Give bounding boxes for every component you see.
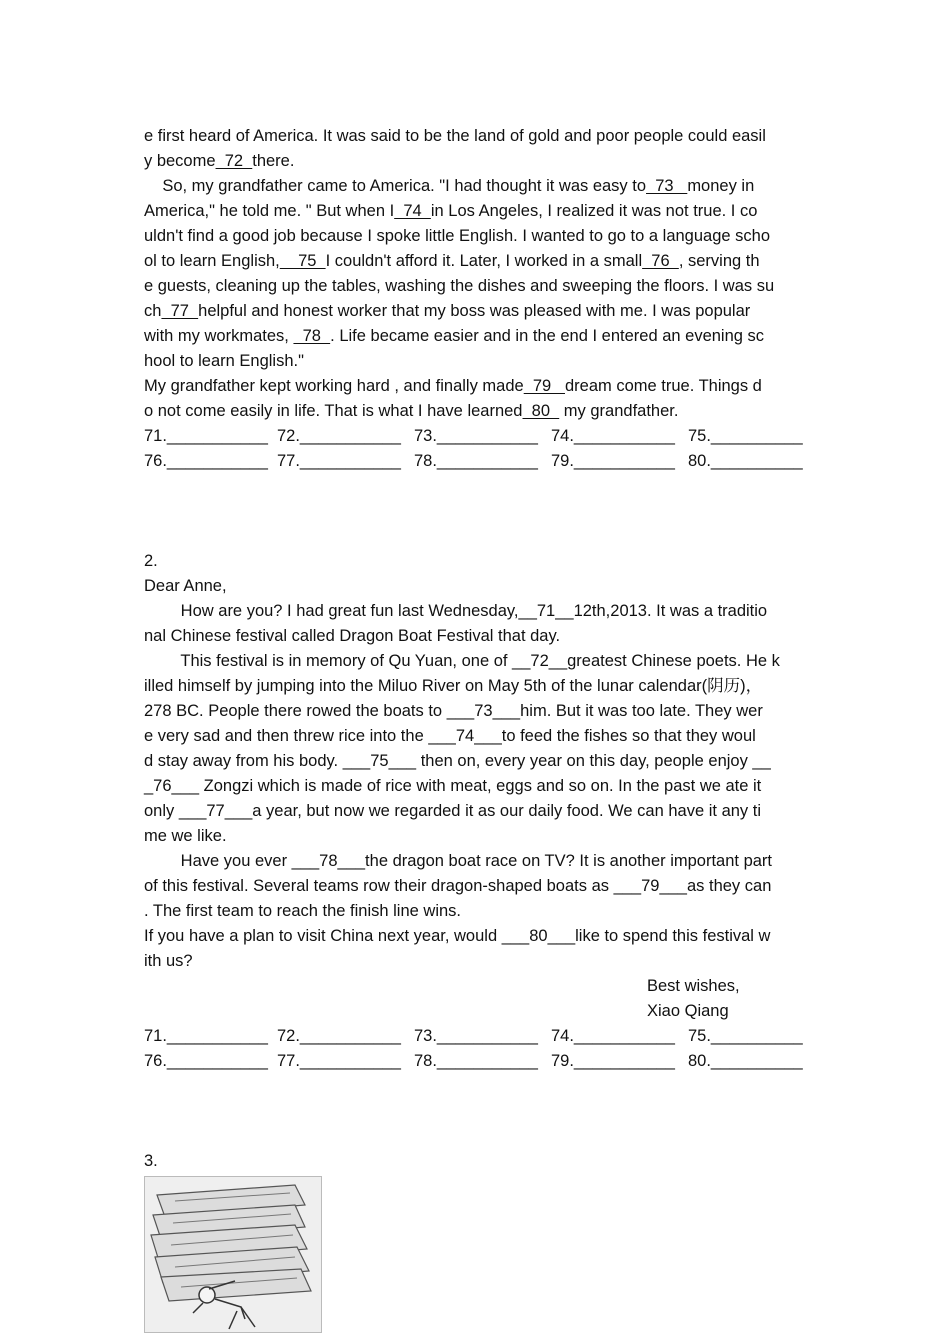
passage-2-line: e very sad and then threw rice into the ___74___to feed the fishes so that they woul — [144, 727, 756, 745]
passage-1-line — [144, 149, 814, 174]
answer-blank[interactable]: 73.___________ — [414, 427, 538, 445]
text-run: So, my grandfather came to America. "I had thought it was easy to — [144, 177, 647, 195]
text-run: My grandfather kept working hard , and finally made — [144, 377, 524, 395]
passage-2-line: d stay away from his body. ___75___ then on, every year on this day, people enjoy __ — [144, 752, 771, 770]
answer-row — [144, 1049, 814, 1074]
text-run: dream come true. Things d — [564, 377, 762, 395]
passage-2-line: How are you? I had great fun last Wednesday,__71__12th,2013. It was a traditio — [144, 602, 768, 620]
text-run: hool to learn English." — [144, 352, 304, 370]
passage-1-line — [144, 349, 814, 374]
answer-row — [144, 449, 814, 474]
passage-1-line — [144, 174, 814, 199]
passage-2-line: _76___ Zongzi which is made of rice with meat, eggs and so on. In the past we ate it — [144, 777, 762, 795]
blank-number: 80 — [522, 402, 560, 420]
answer-blank[interactable]: 79.___________ — [551, 1052, 675, 1070]
blank-number: 75 — [279, 252, 326, 270]
passage-1 — [144, 124, 814, 424]
text-run: . Life became easier and in the end I entered an evening sc — [330, 327, 765, 345]
text-run: helpful and honest worker that my boss was pleased with me. I was popular — [198, 302, 751, 320]
passage-2-line: only ___77___a year, but now we regarded it as our daily food. We can have it any ti — [144, 802, 762, 820]
answer-row — [144, 424, 814, 449]
text-run: with my workmates, — [144, 327, 294, 345]
passage-2-answer-blanks — [144, 1024, 814, 1074]
text-run: ch — [144, 302, 162, 320]
passage-2 — [144, 574, 814, 974]
answer-blank[interactable]: 74.___________ — [551, 1027, 675, 1045]
passage-2-number: 2. — [144, 552, 158, 570]
passage-2-line: of this festival. Several teams row their dragon-shaped boats as ___79___as they can — [144, 877, 772, 895]
blank-number: 72 — [215, 152, 253, 170]
text-run: I couldn't afford it. Later, I worked in a small — [325, 252, 643, 270]
text-run: my grandfather. — [559, 402, 679, 420]
passage-1-answer-blanks — [144, 424, 814, 474]
answer-blank[interactable]: 77.___________ — [277, 1052, 401, 1070]
answer-blank[interactable]: 79.___________ — [551, 452, 675, 470]
answer-blank[interactable]: 75.__________ — [688, 427, 803, 445]
text-run: ol to learn English, — [144, 252, 280, 270]
books-figure-image — [145, 1177, 321, 1332]
passage-2-line: nal Chinese festival called Dragon Boat Festival that day. — [144, 627, 561, 645]
answer-row — [144, 1024, 814, 1049]
passage-1-line — [144, 199, 814, 224]
passage-2-line: 278 BC. People there rowed the boats to ___73___him. But it was too late. They wer — [144, 702, 763, 720]
answer-blank[interactable]: 72.___________ — [277, 427, 401, 445]
text-run: e first heard of America. It was said to be the land of gold and poor people could easil — [144, 127, 766, 145]
text-run: o not come easily in life. That is what I have learned — [144, 402, 523, 420]
signature-name: Xiao Qiang — [647, 1002, 729, 1020]
blank-number: 77 — [161, 302, 199, 320]
blank-number: 73 — [646, 177, 688, 195]
passage-1-line — [144, 274, 814, 299]
answer-blank[interactable]: 74.___________ — [551, 427, 675, 445]
passage-1-line — [144, 124, 814, 149]
passage-2-line: Dear Anne, — [144, 577, 227, 595]
text-run: , serving th — [678, 252, 760, 270]
answer-blank[interactable]: 80.__________ — [688, 452, 803, 470]
passage-1-line — [144, 399, 814, 424]
signature-closing: Best wishes, — [647, 977, 740, 995]
answer-blank[interactable]: 72.___________ — [277, 1027, 401, 1045]
passage-2-line: ith us? — [144, 952, 193, 970]
text-run: e guests, cleaning up the tables, washing the dishes and sweeping the floors. I was su — [144, 277, 775, 295]
text-run: America," he told me. " But when I — [144, 202, 395, 220]
answer-blank[interactable]: 80.__________ — [688, 1052, 803, 1070]
document-page — [144, 124, 814, 1333]
answer-blank[interactable]: 71.___________ — [144, 1027, 268, 1045]
answer-blank[interactable]: 78.___________ — [414, 452, 538, 470]
man-carrying-books-illustration — [144, 1176, 322, 1333]
blank-number: 76 — [642, 252, 679, 270]
answer-blank[interactable]: 76.___________ — [144, 1052, 268, 1070]
passage-2-line: If you have a plan to visit China next year, would ___80___like to spend this festival w — [144, 927, 771, 945]
passage-2-line: Have you ever ___78___the dragon boat race on TV? It is another important part — [144, 852, 772, 870]
answer-blank[interactable]: 73.___________ — [414, 1027, 538, 1045]
answer-blank[interactable]: 76.___________ — [144, 452, 268, 470]
answer-blank[interactable]: 71.___________ — [144, 427, 268, 445]
text-run: uldn't find a good job because I spoke little English. I wanted to go to a language scho — [144, 227, 771, 245]
answer-blank[interactable]: 77.___________ — [277, 452, 401, 470]
blank-number: 78 — [293, 327, 331, 345]
passage-1-line — [144, 374, 814, 399]
text-run: money in — [687, 177, 755, 195]
blank-number: 79 — [523, 377, 565, 395]
blank-number: 74 — [394, 202, 431, 220]
text-run: y become — [144, 152, 216, 170]
passage-2-line: illed himself by jumping into the Miluo River on May 5th of the lunar calendar(阴历)， — [144, 677, 763, 695]
passage-1-line — [144, 249, 814, 274]
passage-3-number: 3. — [144, 1152, 158, 1170]
passage-2-line: . The first team to reach the finish line wins. — [144, 902, 462, 920]
passage-1-line — [144, 324, 814, 349]
text-run: in Los Angeles, I realized it was not true. I co — [430, 202, 758, 220]
passage-2-line: me we like. — [144, 827, 227, 845]
passage-2-line: This festival is in memory of Qu Yuan, one of __72__greatest Chinese poets. He k — [144, 652, 780, 670]
passage-1-line — [144, 299, 814, 324]
answer-blank[interactable]: 78.___________ — [414, 1052, 538, 1070]
passage-1-line — [144, 224, 814, 249]
answer-blank[interactable]: 75.__________ — [688, 1027, 803, 1045]
text-run: there. — [252, 152, 295, 170]
